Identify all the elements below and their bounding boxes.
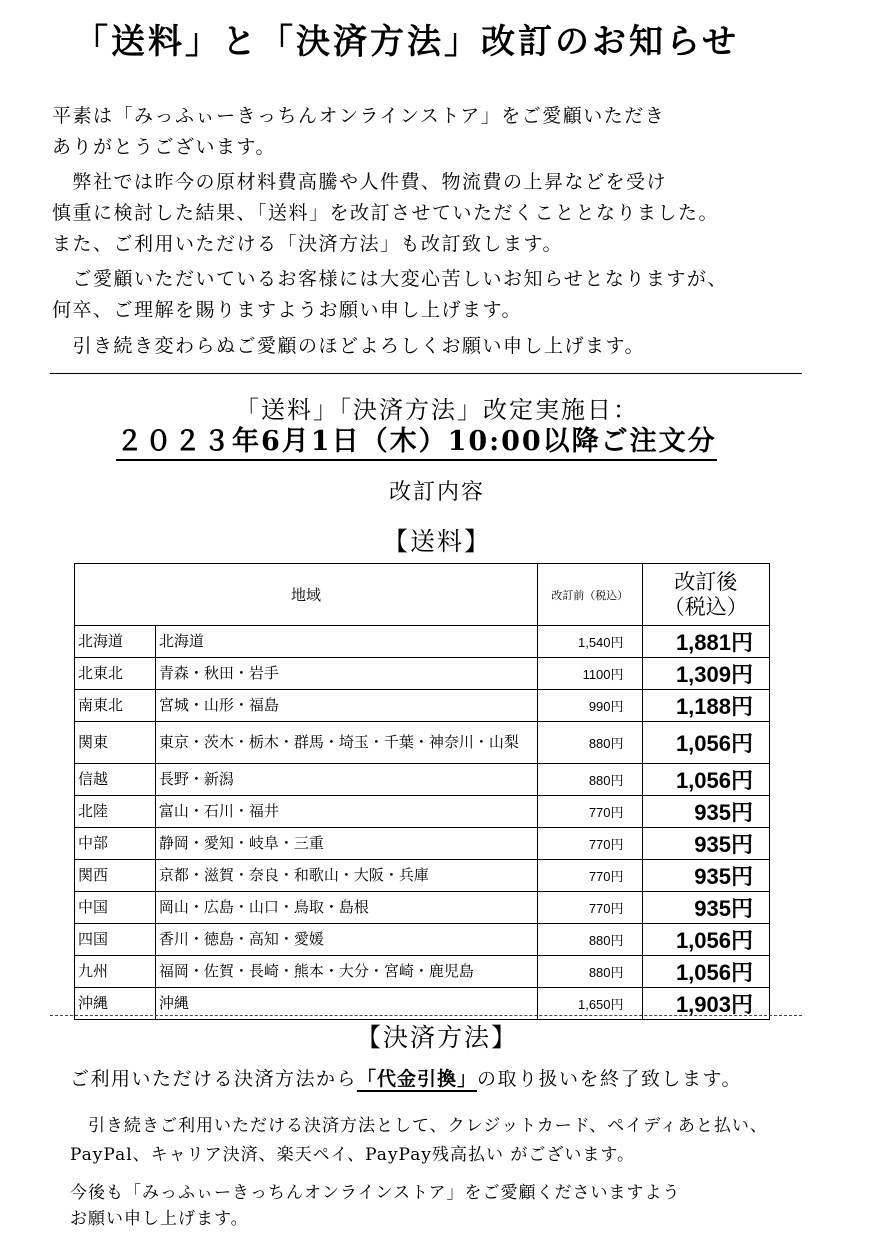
after-price-cell: 935円 [642, 796, 769, 828]
reason-paragraph [52, 167, 832, 260]
before-price-cell: 1,650円 [537, 988, 642, 1020]
page-title: 「送料」と「決済方法」改訂のお知らせ [74, 22, 739, 62]
dashed-divider [50, 1015, 802, 1016]
table-row [75, 722, 770, 764]
table-row [75, 828, 770, 860]
areas-cell: 富山・石川・福井 [155, 796, 537, 828]
after-price-cell: 1,056円 [642, 956, 769, 988]
effective-date: ２０２３年6月1日（木）10:00以降ご注文分 [116, 425, 717, 461]
before-price-cell: 770円 [537, 892, 642, 924]
table-row [75, 764, 770, 796]
before-price-cell: 990円 [537, 690, 642, 722]
apology-line: ご愛顧いただいているお客様には大変心苦しいお知らせとなりますが、 [52, 268, 728, 290]
table-row [75, 892, 770, 924]
reason-line: 弊社では昨今の原材料費高騰や人件費、物流費の上昇などを受け [52, 171, 668, 193]
areas-cell: 岡山・広島・山口・鳥取・島根 [155, 892, 537, 924]
table-row [75, 860, 770, 892]
after-price-header [642, 564, 769, 626]
region-cell: 南東北 [75, 690, 156, 722]
after-price-cell: 935円 [642, 892, 769, 924]
after-price-cell: 1,056円 [642, 764, 769, 796]
intro-paragraph [52, 101, 832, 163]
region-cell: 関東 [75, 722, 156, 764]
before-price-cell: 770円 [537, 860, 642, 892]
region-cell: 北陸 [75, 796, 156, 828]
areas-cell: 宮城・山形・福島 [155, 690, 537, 722]
closing-line: 今後も「みっふぃーきっちんオンラインストア」をご愛顧くださいますよう [70, 1183, 681, 1203]
region-cell: 四国 [75, 924, 156, 956]
before-price-cell: 880円 [537, 764, 642, 796]
after-price-cell: 935円 [642, 860, 769, 892]
payment-methods-line: 引き続きご利用いただける決済方法として、クレジットカード、ペイディあと払い、 [70, 1116, 768, 1136]
cash-on-delivery-label: 「代金引換」 [357, 1068, 478, 1090]
region-cell: 沖縄 [75, 988, 156, 1020]
areas-cell: 東京・茨木・栃木・群馬・埼玉・千葉・神奈川・山梨 [155, 722, 537, 764]
shipping-rate-table [74, 563, 770, 1020]
before-price-cell: 880円 [537, 924, 642, 956]
payment-notice-suffix: の取り扱いを終了致します。 [477, 1068, 743, 1090]
table-row [75, 626, 770, 658]
region-cell: 信越 [75, 764, 156, 796]
areas-cell: 香川・徳島・高知・愛媛 [155, 924, 537, 956]
before-price-cell: 1,540円 [537, 626, 642, 658]
areas-cell: 沖縄 [155, 988, 537, 1020]
after-price-cell: 1,309円 [642, 658, 769, 690]
before-price-cell: 770円 [537, 828, 642, 860]
reason-line: また、ご利用いただける「決済方法」も改訂致します。 [52, 233, 563, 255]
after-price-cell: 935円 [642, 828, 769, 860]
table-row [75, 796, 770, 828]
table-row [75, 690, 770, 722]
effective-date-label: 「送料」「決済方法」改定実施日： [235, 396, 639, 424]
areas-cell: 長野・新潟 [155, 764, 537, 796]
reason-line: 慎重に検討した結果、「送料」を改訂させていただくこととなりました。 [52, 202, 720, 224]
after-price-cell: 1,056円 [642, 722, 769, 764]
after-price-cell: 1,903円 [642, 988, 769, 1020]
closing-paragraph [70, 1180, 850, 1232]
payment-notice-prefix: ご利用いただける決済方法から [70, 1068, 358, 1090]
areas-cell: 北海道 [155, 626, 537, 658]
before-price-cell: 880円 [537, 956, 642, 988]
after-price-cell: 1,056円 [642, 924, 769, 956]
areas-cell: 青森・秋田・岩手 [155, 658, 537, 690]
region-cell: 中部 [75, 828, 156, 860]
apology-paragraph [52, 264, 832, 326]
revision-label: 改訂内容 [388, 480, 485, 505]
section-divider [50, 373, 802, 374]
continue-paragraph [52, 331, 832, 362]
areas-cell: 京都・滋賀・奈良・和歌山・大阪・兵庫 [155, 860, 537, 892]
before-price-cell: 880円 [537, 722, 642, 764]
payment-methods-line: PayPal、キャリア決済、楽天ペイ、PayPay残高払い がございます。 [70, 1145, 636, 1165]
region-cell: 中国 [75, 892, 156, 924]
payment-change-notice [70, 1064, 742, 1091]
before-price-cell: 770円 [537, 796, 642, 828]
region-cell: 北東北 [75, 658, 156, 690]
shipping-heading: 【送料】 [382, 527, 491, 556]
table-header-row [75, 564, 770, 626]
area-column-header: 地域 [75, 564, 538, 626]
apology-line: 何卒、ご理解を賜りますようお願い申し上げます。 [52, 299, 522, 321]
payment-heading: 【決済方法】 [355, 1023, 518, 1052]
after-price-cell: 1,881円 [642, 626, 769, 658]
region-cell: 関西 [75, 860, 156, 892]
region-cell: 九州 [75, 956, 156, 988]
areas-cell: 福岡・佐賀・長崎・熊本・大分・宮崎・鹿児島 [155, 956, 537, 988]
after-price-cell: 1,188円 [642, 690, 769, 722]
continue-line: 引き続き変わらぬご愛顧のほどよろしくお願い申し上げます。 [52, 335, 645, 357]
intro-line: 平素は「みっふぃーきっちんオンラインストア」をご愛顧いただき [52, 105, 666, 127]
after-price-header-tax: （税込） [663, 594, 748, 619]
closing-line: お願い申し上げます。 [70, 1209, 249, 1229]
after-price-header-line: 改訂後 [674, 569, 738, 594]
region-cell: 北海道 [75, 626, 156, 658]
table-row [75, 924, 770, 956]
areas-cell: 静岡・愛知・岐阜・三重 [155, 828, 537, 860]
before-price-cell: 1100円 [537, 658, 642, 690]
before-price-header: 改訂前（税込） [537, 564, 642, 626]
payment-methods-paragraph [70, 1112, 850, 1170]
intro-line: ありがとうございます。 [52, 136, 276, 158]
table-row [75, 956, 770, 988]
table-row [75, 658, 770, 690]
